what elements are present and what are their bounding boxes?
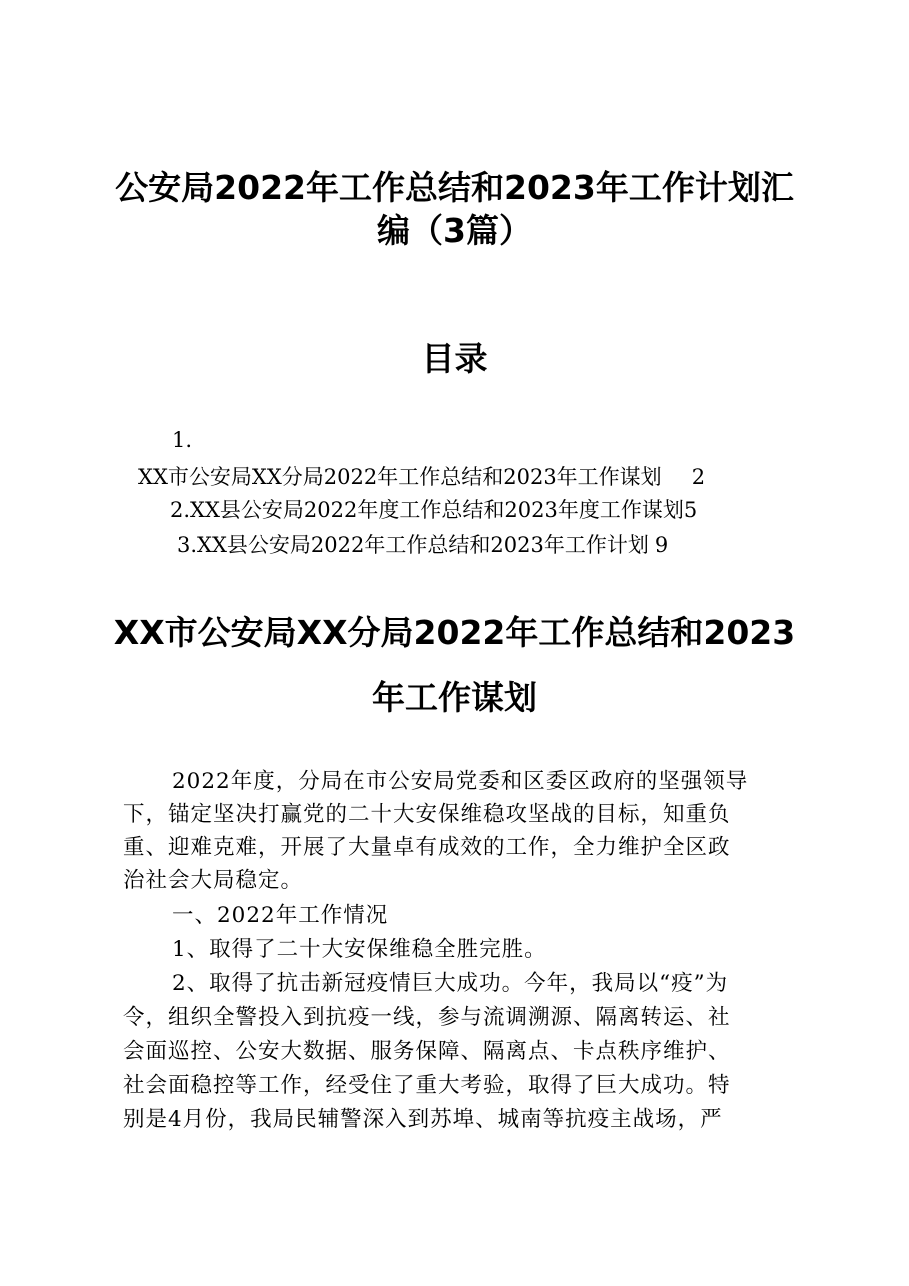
toc-item-3[interactable]: [177, 529, 668, 559]
toc-item-2-text: 2.XX县公安局2022年度工作总结和2023年度工作谋划: [170, 498, 684, 522]
document-title-line-2: 编（3篇）: [377, 211, 532, 250]
toc-item-3-page: 9: [654, 533, 669, 557]
section-heading: 一、2022年工作情况: [172, 903, 389, 928]
toc-heading: 目录: [421, 339, 488, 378]
toc-item-1-text: XX市公安局XX分局2022年工作总结和2023年工作谋划: [138, 465, 662, 489]
toc-item-1-page: 2: [691, 465, 706, 489]
toc-item-1-number[interactable]: 1.: [172, 428, 193, 452]
section-title-line-1: XX市公安局XX分局2022年工作总结和2023: [113, 613, 796, 652]
toc-item-2-page: 5: [683, 498, 698, 522]
paragraph-line: 2、取得了抗击新冠疫情巨大成功。今年，我局以“疫”为: [172, 971, 729, 996]
paragraph-line: 1、取得了二十大安保维稳全胜完胜。: [172, 937, 547, 962]
toc-item-3-text: 3.XX县公安局2022年工作总结和2023年工作计划: [177, 533, 649, 557]
document-title-line-1: 公安局2022年工作总结和2023年工作计划汇: [115, 168, 794, 207]
toc-item-1[interactable]: [138, 461, 705, 491]
paragraph-line: 令，组织全警投入到抗疫一线，参与流调溯源、隔离转运、社: [123, 1005, 731, 1030]
section-title-line-2: 年工作谋划: [372, 678, 537, 717]
toc-item-2[interactable]: [170, 494, 697, 524]
paragraph-line: 重、迎难克难，开展了大量卓有成效的工作，全力维护全区政: [123, 835, 731, 860]
paragraph-line: 治社会大局稳定。: [123, 868, 304, 893]
paragraph-line: 2022年度，分局在市公安局党委和区委区政府的坚强领导: [172, 769, 749, 794]
paragraph-line: 下，锚定坚决打赢党的二十大安保维稳攻坚战的目标，知重负: [123, 802, 731, 827]
paragraph-line: 别是4月份，我局民辅警深入到苏埠、城南等抗疫主战场，严: [123, 1107, 723, 1132]
paragraph-line: 社会面稳控等工作，经受住了重大考验，取得了巨大成功。特: [123, 1073, 731, 1098]
paragraph-line: 会面巡控、公安大数据、服务保障、隔离点、卡点秩序维护、: [123, 1039, 731, 1064]
